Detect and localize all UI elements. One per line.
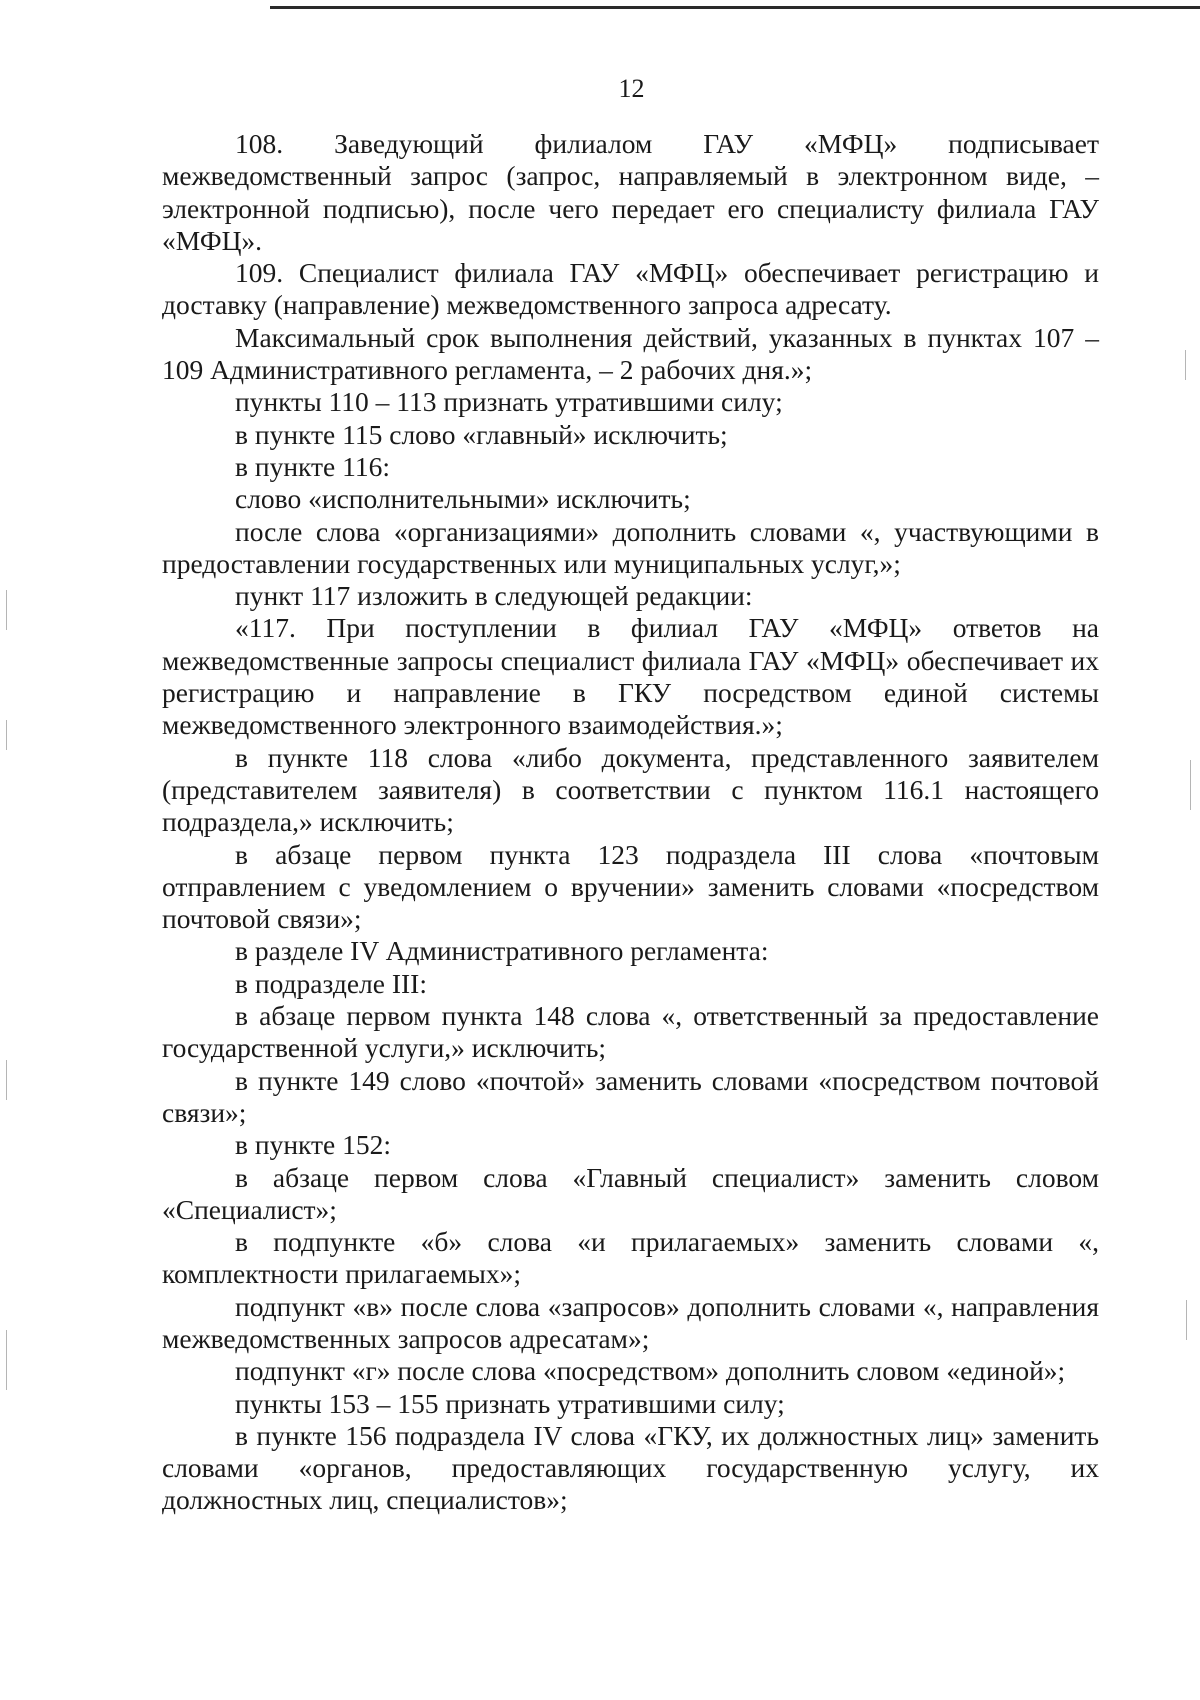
paragraph-123: в абзаце первом пункта 123 подраздела III слова «почтовым отправлением с уведомлением о вручении» заменить словами «посредством почтовой связи»;	[162, 838, 1099, 935]
paragraph-149: в пункте 149 слово «почтой» заменить словами «посредством почтовой связи»;	[162, 1064, 1099, 1128]
paragraph-152-g: подпункт «г» после слова «посредством» дополнить словом «единой»;	[235, 1355, 1066, 1387]
paragraph-section-iv: в разделе IV Административного регламента:	[235, 935, 769, 967]
page-number: 12	[618, 74, 645, 103]
scan-mark	[6, 1330, 7, 1390]
paragraph-max-term: Максимальный срок выполнения действий, указанных в пунктах 107 – 109 Административного регламента, – 2 рабочих дня.»;	[162, 321, 1099, 386]
document-body	[162, 128, 1099, 1517]
paragraph-153-155: пункты 153 – 155 признать утратившими силу;	[235, 1387, 785, 1419]
paragraph-118: в пункте 118 слова «либо документа, представленного заявителем (представителем заявителя) в соответствии с пунктом 116.1 настоящего подраздела,» исключить;	[162, 741, 1099, 838]
scan-mark	[1190, 760, 1191, 810]
paragraph-152: в пункте 152:	[235, 1129, 392, 1161]
paragraph-116: в пункте 116:	[235, 450, 391, 482]
scan-mark	[6, 720, 7, 750]
paragraph-117: «117. При поступлении в филиал ГАУ «МФЦ» ответов на межведомственные запросы специалист филиала ГАУ «МФЦ» обеспечивает их регистрацию и направление в ГКУ посредством единой системы межведомственного электронного взаимодействия.»;	[162, 612, 1099, 741]
paragraph-116-word: слово «исполнительными» исключить;	[235, 483, 691, 515]
paragraph-108: 108. Заведующий филиалом ГАУ «МФЦ» подписывает межведомственный запрос (запрос, направляемый в электронном виде, – электронной подписью), после чего передает его специалисту филиала ГАУ «МФЦ».	[162, 128, 1099, 256]
scan-mark	[1186, 1300, 1187, 1340]
paragraph-115: в пункте 115 слово «главный» исключить;	[235, 418, 728, 450]
paragraph-116-add: после слова «организациями» дополнить словами «, участвующими в предоставлении государственных или муниципальных услуг,»;	[162, 515, 1099, 579]
paragraph-152-v: подпункт «в» после слова «запросов» дополнить словами «, направления межведомственных запросов адресатам»;	[162, 1290, 1099, 1354]
paragraph-117-intro: пункт 117 изложить в следующей редакции:	[235, 580, 753, 612]
paragraph-110-113: пункты 110 – 113 признать утратившими силу;	[235, 386, 783, 418]
paragraph-109: 109. Специалист филиала ГАУ «МФЦ» обеспечивает регистрацию и доставку (направление) межведомственного запроса адресату.	[162, 257, 1099, 321]
paragraph-152-first: в абзаце первом слова «Главный специалист» заменить словом «Специалист»;	[162, 1161, 1099, 1225]
scan-mark	[6, 1060, 7, 1100]
paragraph-148: в абзаце первом пункта 148 слова «, ответственный за предоставление государственной услуги,» исключить;	[162, 1000, 1099, 1064]
scan-mark	[6, 590, 7, 630]
scan-mark	[1185, 350, 1186, 380]
paragraph-156: в пункте 156 подраздела IV слова «ГКУ, их должностных лиц» заменить словами «органов, предоставляющих государственную услугу, их должностных лиц, специалистов»;	[162, 1419, 1099, 1516]
paragraph-152-b: в подпункте «б» слова «и прилагаемых» заменить словами «, комплектности прилагаемых»;	[162, 1226, 1099, 1290]
page-top-border	[270, 6, 1200, 9]
paragraph-subsection-iii: в подразделе III:	[235, 967, 427, 999]
